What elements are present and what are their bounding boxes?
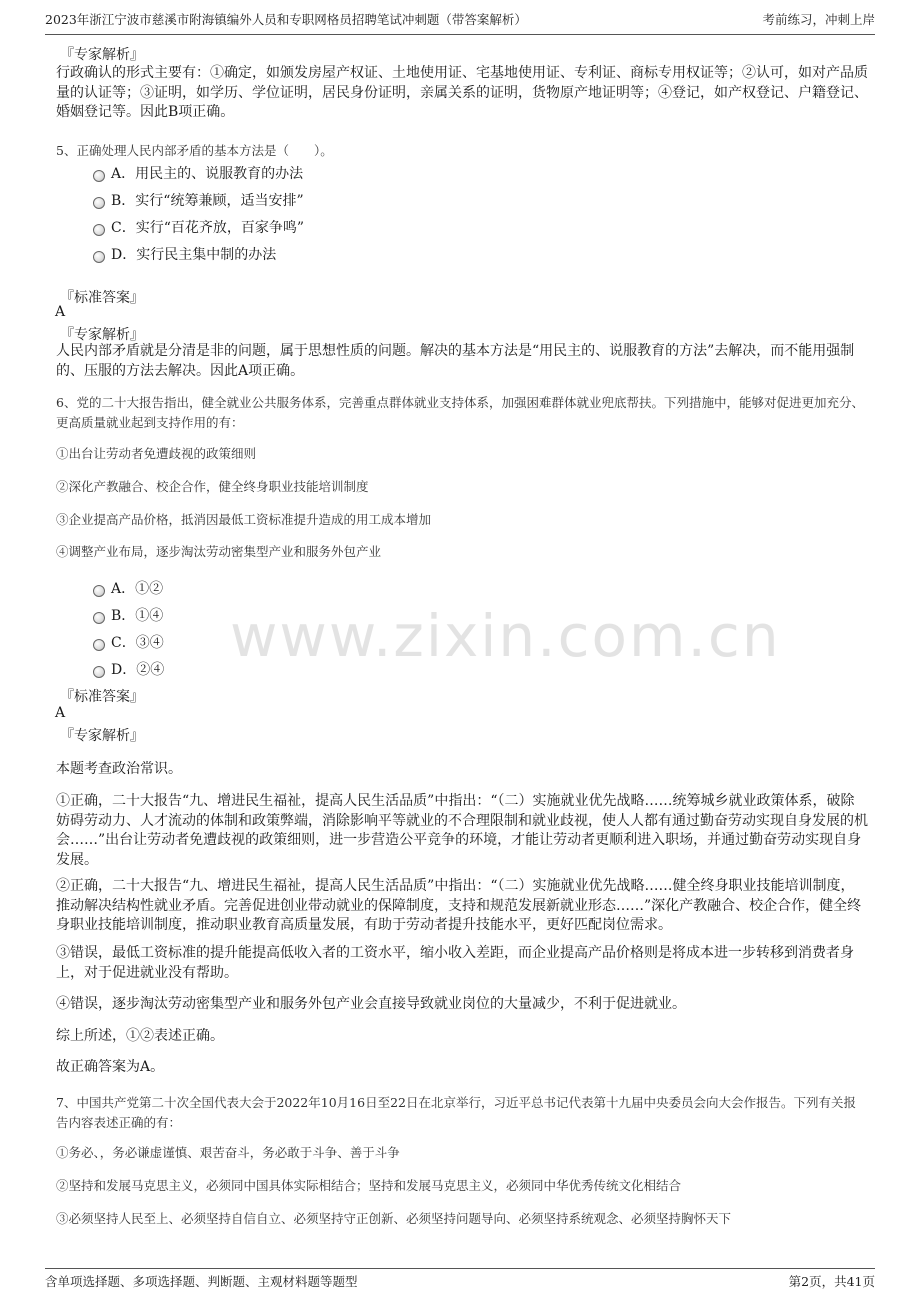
radio-icon	[93, 224, 105, 236]
analysis-text: 人民内部矛盾就是分清是非的问题，属于思想性质的问题。解决的基本方法是“用民主的、说服教育的方法”去解决，而不能用强制的、压服的方法去解决。因此A项正确。	[56, 343, 855, 379]
answer-value: A	[55, 304, 66, 320]
q6-item-4: ④调整产业布局，逐步淘汰劳动密集型产业和服务外包产业	[56, 544, 382, 559]
header-divider	[45, 34, 875, 35]
analysis-paragraph: 故正确答案为A。	[56, 1059, 165, 1075]
radio-icon	[93, 666, 105, 678]
q6-item-3: ③企业提高产品价格，抵消因最低工资标准提升造成的用工成本增加	[56, 512, 432, 527]
analysis-text: 行政确认的形式主要有：①确定，如颁发房屋产权证、土地使用证、宅基地使用证、专利证、商标专用权证等；②认可，如对产品质量的认证等；③证明，如学历、学位证明，居民身份证明，亲属关系的证明，货物原产地证明等；④登记，如产权登记、户籍登记、婚姻登记等。因此B项正确。	[56, 65, 868, 120]
question-6-stem: 6、党的二十大报告指出，健全就业公共服务体系，完善重点群体就业支持体系，加强困难群体就业兜底帮扶。下列措施中，能够对促进更加充分、更高质量就业起到支持作用的有：	[56, 395, 864, 430]
q6-item-2: ②深化产教融合、校企合作，健全终身职业技能培训制度	[56, 479, 369, 494]
header-slogan: 考前练习，冲刺上岸	[762, 12, 875, 27]
q6-option-b[interactable]: B．①④	[93, 605, 163, 625]
q5-option-d[interactable]: D．实行民主集中制的办法	[93, 244, 276, 264]
q7-item-3: ③必须坚持人民至上、必须坚持自信自立、必须坚持守正创新、必须坚持问题导向、必须坚持系统观念、必须坚持胸怀天下	[56, 1211, 732, 1226]
radio-icon	[93, 612, 105, 624]
analysis-paragraph: ②正确，二十大报告“九、增进民生福祉，提高人民生活品质”中指出：“（二）实施就业优先战略……健全终身职业技能培训制度，推动解决结构性就业矛盾。完善促进创业带动就业的保障制度，支持和规范发展新就业形态……”深化产教融合、校企合作，健全终身职业技能培训制度，推动职业教育高质量发展，有助于劳动者提升技能水平，更好匹配岗位需求。	[56, 878, 862, 933]
q6-option-a[interactable]: A．①②	[93, 578, 163, 598]
watermark: www.zixin.com.cn	[230, 602, 781, 670]
analysis-label: 『专家解析』	[60, 47, 144, 63]
q7-item-2: ②坚持和发展马克思主义，必须同中国具体实际相结合；坚持和发展马克思主义，必须同中华优秀传统文化相结合	[56, 1178, 682, 1193]
analysis-paragraph: ④错误，逐步淘汰劳动密集型产业和服务外包产业会直接导致就业岗位的大量减少，不利于促进就业。	[56, 996, 686, 1012]
q6-option-c[interactable]: C．③④	[93, 632, 164, 652]
footer-note: 含单项选择题、多项选择题、判断题、主观材料题等题型	[45, 1274, 358, 1289]
analysis-label: 『专家解析』	[60, 327, 144, 343]
answer-label: 『标准答案』	[60, 290, 144, 306]
radio-icon	[93, 585, 105, 597]
radio-icon	[93, 170, 105, 182]
analysis-paragraph: ①正确，二十大报告“九、增进民生福祉，提高人民生活品质”中指出：“（二）实施就业优先战略……统筹城乡就业政策体系，破除妨碍劳动力、人才流动的体制和政策弊端，消除影响平等就业的不合理限制和就业歧视，使人人都有通过勤奋劳动实现自身发展的机会……”出台让劳动者免遭歧视的政策细则，进一步营造公平竞争的环境，才能让劳动者更顺利进入职场，并通过勤奋劳动实现自身发展。	[56, 793, 868, 868]
page-number: 第2页，共41页	[788, 1274, 875, 1289]
q5-option-b[interactable]: B．实行“统筹兼顾，适当安排”	[93, 190, 304, 210]
analysis-paragraph: 综上所述，①②表述正确。	[56, 1028, 224, 1044]
page-header	[45, 10, 875, 32]
radio-icon	[93, 251, 105, 263]
analysis-label: 『专家解析』	[60, 728, 144, 744]
q6-item-1: ①出台让劳动者免遭歧视的政策细则	[56, 446, 257, 461]
header-title: 2023年浙江宁波市慈溪市附海镇编外人员和专职网格员招聘笔试冲刺题（带答案解析）	[45, 12, 527, 27]
answer-value: A	[55, 705, 66, 721]
footer-divider	[45, 1268, 875, 1269]
question-7-stem: 7、中国共产党第二十次全国代表大会于2022年10月16日至22日在北京举行，习近平总书记代表第十九届中央委员会向大会作报告。下列有关报告内容表述正确的有：	[56, 1095, 856, 1130]
q5-option-c[interactable]: C．实行“百花齐放，百家争鸣”	[93, 217, 304, 237]
answer-label: 『标准答案』	[60, 689, 144, 705]
radio-icon	[93, 197, 105, 209]
q5-option-a[interactable]: A．用民主的、说服教育的办法	[93, 163, 303, 183]
radio-icon	[93, 639, 105, 651]
question-5-stem: 5、正确处理人民内部矛盾的基本方法是（ ）。	[56, 143, 333, 158]
q7-item-1: ①务必、，务必谦虚谨慎、艰苦奋斗，务必敢于斗争、善于斗争	[56, 1145, 400, 1160]
analysis-paragraph: 本题考查政治常识。	[56, 761, 182, 777]
analysis-paragraph: ③错误，最低工资标准的提升能提高低收入者的工资水平，缩小收入差距，而企业提高产品价格则是将成本进一步转移到消费者身上，对于促进就业没有帮助。	[56, 945, 854, 981]
q6-option-d[interactable]: D．②④	[93, 659, 164, 679]
